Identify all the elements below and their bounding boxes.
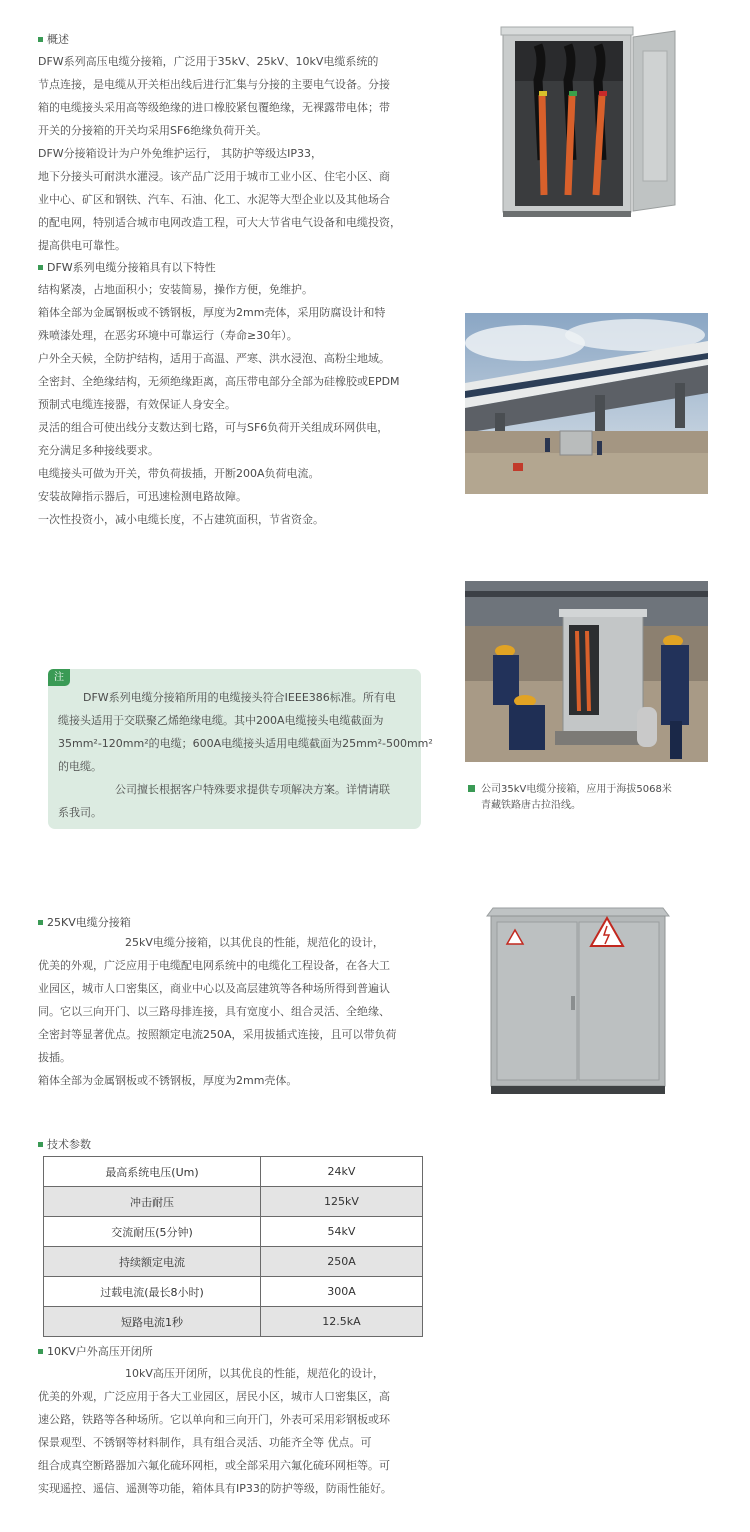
note-text: DFW系列电缆分接箱所用的电缆接头符合IEEE386标准。所有电 缆接头适用于交联聚乙烯绝缘电缆。其中200A电缆接头电缆截面为 35mm²-120mm²的电缆；600A电缆接头适用电缆截面为25mm²-500mm² 的电缆。 公司擅长根据客户特殊要求提供专项解决方案。详情请联 系我司。 — [58, 691, 433, 819]
green-square-icon — [38, 1142, 43, 1147]
green-square-icon — [468, 785, 475, 792]
table-row: 持续额定电流 250A — [44, 1247, 423, 1277]
closed-cabinet-photo — [483, 906, 673, 1098]
tech-heading: 技术参数 — [38, 1136, 91, 1152]
green-square-icon — [38, 920, 43, 925]
table-row: 交流耐压(5分钟) 54kV — [44, 1217, 423, 1247]
workers-cabinet-photo — [465, 581, 708, 762]
green-square-icon — [38, 37, 43, 42]
features-heading: DFW系列电缆分接箱具有以下特性 — [38, 259, 216, 275]
railway-bridge-photo — [465, 313, 708, 494]
open-cabinet-photo — [493, 25, 683, 221]
table-row: 短路电流1秒 12.5kA — [44, 1307, 423, 1337]
features-list: 结构紧凑，占地面积小；安装简易，操作方便，免维护。 箱体全部为金属钢板或不锈钢板，厚度为2mm壳体，采用防腐设计和特 殊喷漆处理，在恶劣环境中可靠运行（寿命≥30年）。 户外全天候，全防护结构，适用于高温、严寒、洪水浸泡、高粉尘地域。 全密封、全绝缘结构，无须绝缘距离，高压带电部分全部为硅橡胶或EPDM 预制式电缆连接器，有效保证人身安全。 灵活的组合可使出线分支数达到七路，可与SF6负荷开关组成环网供电， 充分满足多种接线要求。 电缆接头可做为开关，带负荷拔插，开断200A负荷电流。 安装故障指示器后，可迅速检测电路故障。 一次性投资小，减小电缆长度，不占建筑面积，节省资金。 — [38, 283, 400, 526]
note-box — [48, 669, 433, 829]
overview-paragraph: DFW系列高压电缆分接箱，广泛用于35kV、25kV、10kV电缆系统的 节点连接，是电缆从开关柜出线后进行汇集与分接的主要电气设备。分接 箱的电缆接头采用高等级绝缘的进口橡胶紧包覆绝缘，无裸露带电体；带 开关的分接箱的开关均采用SF6绝缘负荷开关。 DFW分接箱设计为户外免维护运行， 其防护等级达IP33， 地下分接头可耐洪水灌浸。该产品广泛用于城市工业小区、住宅小区、商 业中心、矿区和钢铁、汽车、石油、化工、水泥等大型企业以及其他场合 的配电网，特别适合城市电网改造工程，可大大节省电气设备和电缆投资， 提高供电可靠性。 — [38, 55, 401, 252]
tech-spec-table — [43, 1156, 423, 1337]
table-row: 过载电流(最长8小时) 300A — [44, 1277, 423, 1307]
table-row: 最高系统电压(Um) 24kV — [44, 1157, 423, 1187]
table-row: 冲击耐压 125kV — [44, 1187, 423, 1217]
green-square-icon — [38, 265, 43, 270]
overview-heading: 概述 — [38, 31, 69, 47]
photo-caption: 公司35kV电缆分接箱，应用于海拔5068米 青藏铁路唐古拉沿线。 — [468, 782, 672, 814]
kv10-paragraph: 10kV高压开闭所，以其优良的性能，规范化的设计， 优美的外观，广泛应用于各大工业园区，居民小区，城市人口密集区，高 速公路，铁路等各种场所。它以单向和三向开门，外表可采用彩钢板或环 保景观型、不锈钢等材料制作，具有组合灵活、功能齐全等 优点。可 组合成真空断路器加六氟化硫环网柜，或全部采用六氟化硫环网柜等。可 实现遥控、遥信、遥测等功能，箱体具有IP33的防护等级，防雨性能好。 — [38, 1367, 392, 1495]
note-tag: 注 — [48, 669, 70, 686]
box25-heading: 25KV电缆分接箱 — [38, 914, 131, 930]
box25-paragraph: 25kV电缆分接箱，以其优良的性能，规范化的设计， 优美的外观，广泛应用于电缆配电网系统中的电缆化工程设备，在各大工 业园区，城市人口密集区，商业中心以及高层建筑等各种场所得到普遍认 同。它以三向开门、以三路母排连接，具有宽度小、组合灵活、全绝缘、 全密封等显著优点。按照额定电流250A，采用拔插式连接，且可以带负荷 拔插。 箱体全部为金属钢板或不锈钢板，厚度为2mm壳体。 — [38, 936, 397, 1087]
kv10-heading: 10KV户外高压开闭所 — [38, 1343, 153, 1359]
green-square-icon — [38, 1349, 43, 1354]
